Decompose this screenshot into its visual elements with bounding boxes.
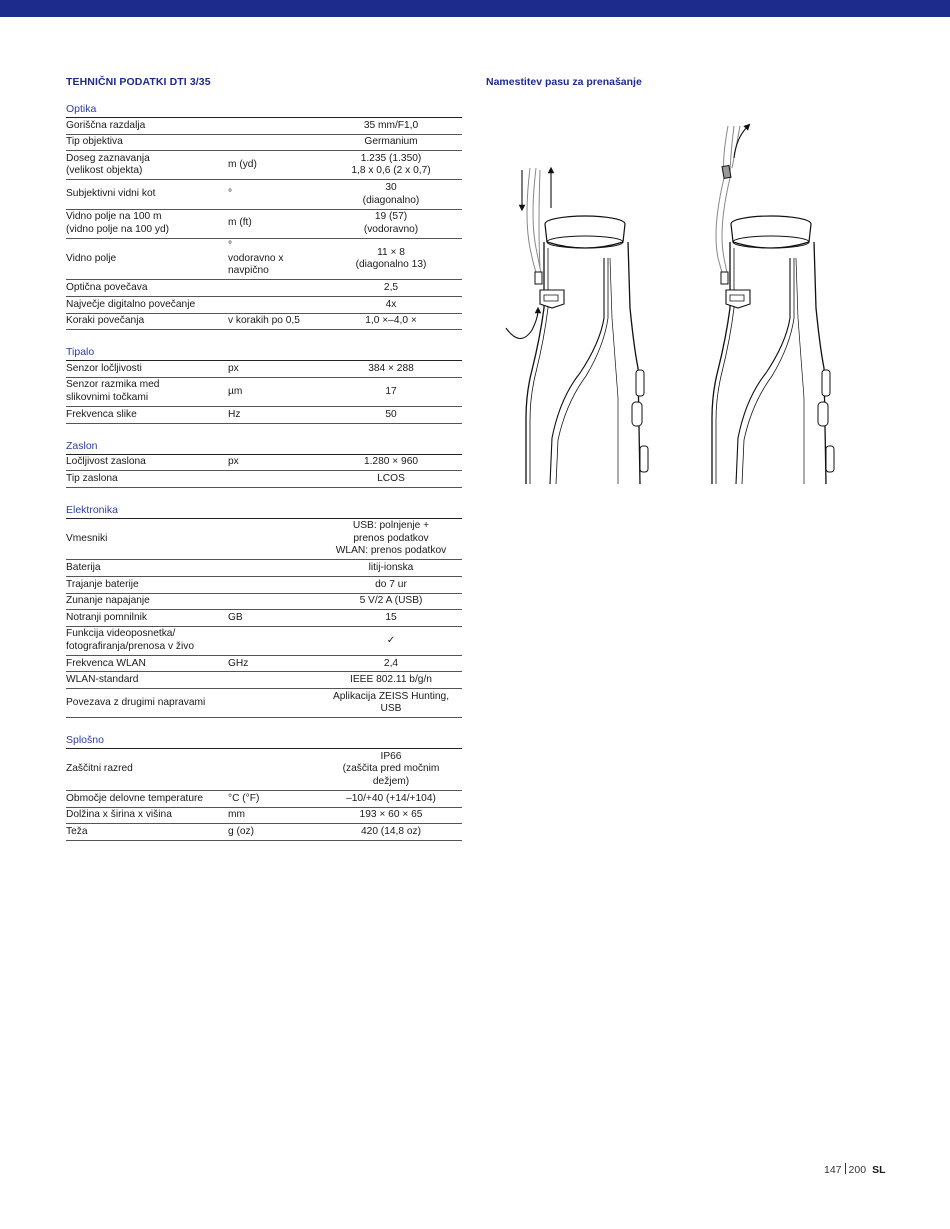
spec-value: 384 × 288 [320, 361, 462, 377]
spec-value: –10/+40 (+14/+104) [320, 791, 462, 808]
spec-label: Trajanje baterije [66, 577, 228, 594]
spec-unit: GB [228, 610, 320, 627]
page-number: 147 [824, 1164, 842, 1176]
spec-unit [228, 593, 320, 610]
page-total: 200 [848, 1164, 867, 1176]
spec-label: Teža [66, 824, 228, 841]
spec-label: Tip zaslona [66, 471, 228, 488]
spec-value: 19 (57) (vodoravno) [320, 209, 462, 238]
spec-label: Največje digitalno povečanje [66, 297, 228, 314]
table-row [66, 406, 462, 423]
spec-unit [228, 519, 320, 560]
table-row [66, 134, 462, 151]
page-footer [824, 1163, 885, 1176]
spec-value: IP66 (zaščita pred močnim dežjem) [320, 749, 462, 790]
table-row [66, 238, 462, 280]
table-row [66, 118, 462, 134]
spec-section [66, 734, 462, 841]
carrying-strap-attachment-illustration [500, 118, 845, 488]
spec-value: Aplikacija ZEISS Hunting, USB [320, 689, 462, 718]
spec-unit [228, 118, 320, 134]
spec-unit [228, 560, 320, 577]
spec-label: Zunanje napajanje [66, 593, 228, 610]
table-row [66, 689, 462, 718]
table-row [66, 297, 462, 314]
spec-unit [228, 672, 320, 689]
spec-label: Doseg zaznavanja (velikost objekta) [66, 151, 228, 180]
spec-unit: m (yd) [228, 151, 320, 180]
spec-label: Subjektivni vidni kot [66, 180, 228, 209]
spec-table [66, 749, 462, 841]
spec-sections [66, 103, 462, 841]
table-row [66, 209, 462, 238]
table-row [66, 455, 462, 471]
spec-unit [228, 749, 320, 790]
spec-table [66, 361, 462, 423]
spec-unit: GHz [228, 655, 320, 672]
spec-unit [228, 626, 320, 655]
spec-value: USB: polnjenje + prenos podatkov WLAN: prenos podatkov [320, 519, 462, 560]
spec-value: 1,0 ×–4,0 × [320, 313, 462, 330]
footer-divider [845, 1163, 846, 1174]
table-row [66, 593, 462, 610]
spec-unit: m (ft) [228, 209, 320, 238]
spec-value: Germanium [320, 134, 462, 151]
section-title: Zaslon [66, 440, 462, 455]
spec-table [66, 519, 462, 719]
table-row [66, 577, 462, 594]
spec-unit [228, 577, 320, 594]
spec-unit [228, 297, 320, 314]
spec-value: 193 × 60 × 65 [320, 807, 462, 824]
table-row [66, 313, 462, 330]
spec-label: Vidno polje na 100 m (vidno polje na 100 yd) [66, 209, 228, 238]
spec-unit: g (oz) [228, 824, 320, 841]
spec-label: Tip objektiva [66, 134, 228, 151]
table-row [66, 610, 462, 627]
language-code: SL [872, 1164, 886, 1176]
spec-unit: ° vodoravno x navpično [228, 238, 320, 280]
spec-value: 2,4 [320, 655, 462, 672]
spec-label: Goriščna razdalja [66, 118, 228, 134]
table-row [66, 626, 462, 655]
spec-label: Koraki povečanja [66, 313, 228, 330]
table-row [66, 807, 462, 824]
table-row [66, 560, 462, 577]
section-title: Splošno [66, 734, 462, 749]
spec-table [66, 118, 462, 330]
spec-section [66, 346, 462, 423]
spec-unit: ° [228, 180, 320, 209]
spec-label: Baterija [66, 560, 228, 577]
spec-value: 35 mm/F1,0 [320, 118, 462, 134]
spec-unit [228, 134, 320, 151]
table-row [66, 749, 462, 790]
table-row [66, 180, 462, 209]
spec-unit: px [228, 361, 320, 377]
spec-label: Senzor razmika med slikovnimi točkami [66, 377, 228, 406]
table-row [66, 471, 462, 488]
spec-unit: mm [228, 807, 320, 824]
table-row [66, 672, 462, 689]
table-row [66, 151, 462, 180]
spec-value: IEEE 802.11 b/g/n [320, 672, 462, 689]
spec-unit: px [228, 455, 320, 471]
spec-value: 17 [320, 377, 462, 406]
spec-label: Območje delovne temperature [66, 791, 228, 808]
spec-section [66, 440, 462, 488]
spec-label: Vmesniki [66, 519, 228, 560]
spec-value: 15 [320, 610, 462, 627]
spec-column [66, 76, 462, 857]
spec-section [66, 103, 462, 330]
spec-value: 4x [320, 297, 462, 314]
spec-value: 2,5 [320, 280, 462, 297]
spec-value: 5 V/2 A (USB) [320, 593, 462, 610]
spec-label: Optična povečava [66, 280, 228, 297]
table-row [66, 361, 462, 377]
table-row [66, 655, 462, 672]
spec-value: litij-ionska [320, 560, 462, 577]
spec-unit [228, 471, 320, 488]
page-title: TEHNIČNI PODATKI DTI 3/35 [66, 76, 211, 88]
spec-label: Vidno polje [66, 238, 228, 280]
spec-value: 50 [320, 406, 462, 423]
section-title: Optika [66, 103, 462, 118]
spec-value: 1.280 × 960 [320, 455, 462, 471]
top-color-band [0, 0, 950, 17]
spec-label: Povezava z drugimi napravami [66, 689, 228, 718]
spec-value: 11 × 8 (diagonalno 13) [320, 238, 462, 280]
table-row [66, 280, 462, 297]
table-row [66, 824, 462, 841]
table-row [66, 377, 462, 406]
spec-unit: Hz [228, 406, 320, 423]
spec-unit [228, 280, 320, 297]
spec-unit: v korakih po 0,5 [228, 313, 320, 330]
spec-label: Ločljivost zaslona [66, 455, 228, 471]
spec-label: Dolžina x širina x višina [66, 807, 228, 824]
spec-label: Zaščitni razred [66, 749, 228, 790]
spec-unit: µm [228, 377, 320, 406]
spec-label: Frekvenca slike [66, 406, 228, 423]
spec-value: 420 (14,8 oz) [320, 824, 462, 841]
spec-unit: °C (°F) [228, 791, 320, 808]
spec-label: Notranji pomnilnik [66, 610, 228, 627]
spec-label: Funkcija videoposnetka/ fotografiranja/prenosa v živo [66, 626, 228, 655]
spec-value: 30 (diagonalno) [320, 180, 462, 209]
spec-label: WLAN-standard [66, 672, 228, 689]
spec-value: do 7 ur [320, 577, 462, 594]
spec-label: Senzor ločljivosti [66, 361, 228, 377]
spec-section [66, 504, 462, 719]
spec-value: 1.235 (1.350) 1,8 x 0,6 (2 x 0,7) [320, 151, 462, 180]
table-row [66, 519, 462, 560]
spec-label: Frekvenca WLAN [66, 655, 228, 672]
spec-value: LCOS [320, 471, 462, 488]
table-row [66, 791, 462, 808]
strap-section-title: Namestitev pasu za prenašanje [486, 76, 642, 88]
spec-value: ✓ [320, 626, 462, 655]
section-title: Tipalo [66, 346, 462, 361]
spec-table [66, 455, 462, 488]
section-title: Elektronika [66, 504, 462, 519]
spec-unit [228, 689, 320, 718]
